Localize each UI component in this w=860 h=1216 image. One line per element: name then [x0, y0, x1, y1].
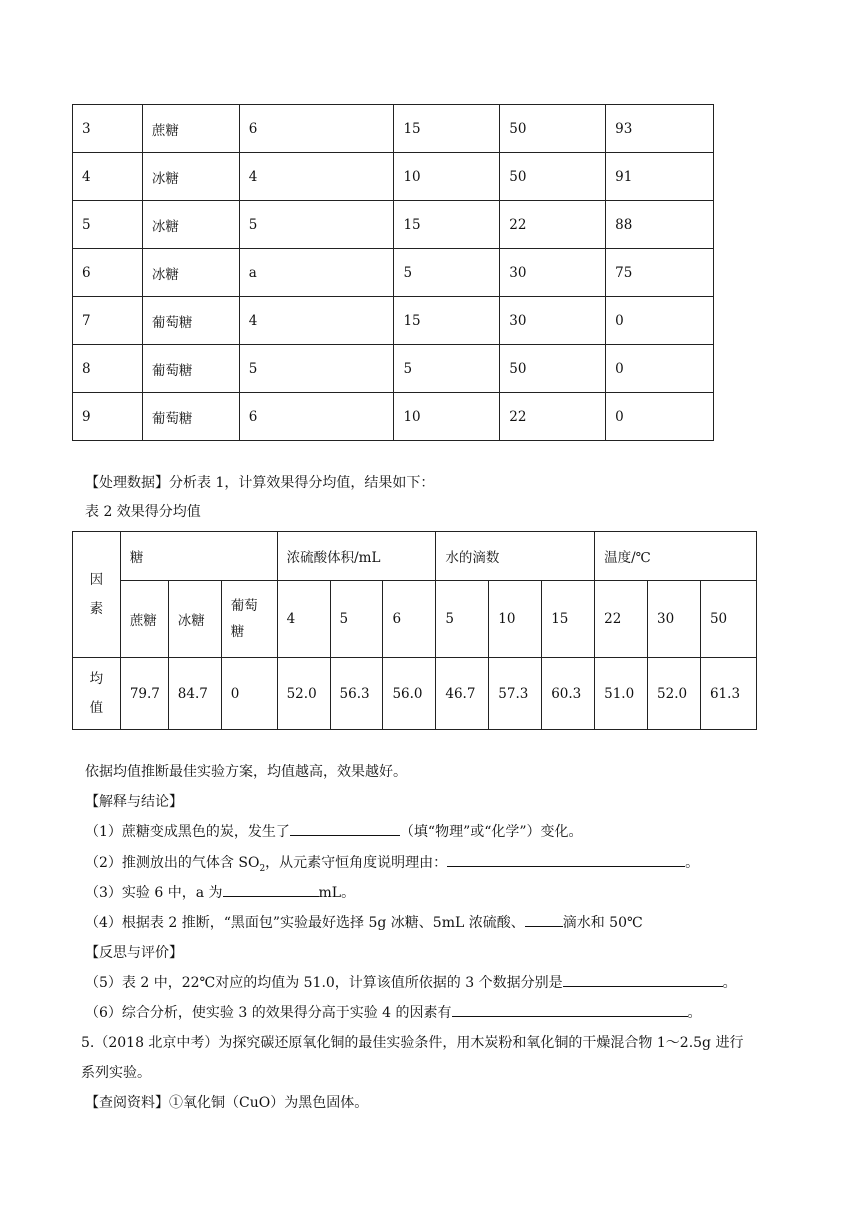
- table-cell: 4: [73, 153, 143, 201]
- table-cell: 15: [394, 201, 500, 249]
- table-cell: 88: [606, 201, 714, 249]
- subheader-cell: [221, 581, 277, 658]
- subheader-cell: 10: [489, 581, 542, 658]
- table-cell: 15: [394, 105, 500, 153]
- mean-cell: 0: [221, 658, 277, 730]
- mean-cell: 56.3: [330, 658, 383, 730]
- group-acid: 浓硫酸体积/mL: [277, 532, 436, 581]
- mean-cell: 57.3: [489, 658, 542, 730]
- table-cell: 5: [73, 201, 143, 249]
- subheader-cell: 22: [595, 581, 648, 658]
- table-cell: 5: [394, 249, 500, 297]
- answer-blank[interactable]: [563, 972, 723, 987]
- table-cell: 葡萄糖: [142, 297, 239, 345]
- subheader-cell: 4: [277, 581, 330, 658]
- subheader-text: 葡萄糖: [230, 598, 258, 640]
- problem-5-line2: 系列实验。: [81, 1065, 151, 1081]
- table-cell: 15: [394, 297, 500, 345]
- answer-blank[interactable]: [452, 1002, 688, 1017]
- table-cell: 冰糖: [142, 153, 239, 201]
- section-conclusion: 【解释与结论】: [85, 794, 183, 810]
- subheader-cell: 5: [436, 581, 489, 658]
- table-cell: 5: [394, 345, 500, 393]
- mean-cell: 84.7: [168, 658, 221, 730]
- factor-header: 因素: [73, 532, 121, 658]
- answer-blank[interactable]: [223, 882, 319, 897]
- mean-cell: 46.7: [436, 658, 489, 730]
- subheader-cell: 5: [330, 581, 383, 658]
- answer-blank[interactable]: [525, 912, 563, 927]
- table-row: [73, 345, 714, 393]
- mean-cell: 61.3: [700, 658, 756, 730]
- table-cell: 50: [500, 105, 606, 153]
- table-cell: 50: [500, 345, 606, 393]
- mean-cell: 51.0: [595, 658, 648, 730]
- mean-header: 均值: [73, 658, 121, 730]
- mean-cell: 52.0: [648, 658, 701, 730]
- table-cell: 5: [239, 201, 394, 249]
- question-5: （5）表 2 中，22℃对应的均值为 51.0，计算该值所依据的 3 个数据分别是 。: [85, 972, 737, 992]
- experiment-table: [72, 104, 714, 441]
- subheader-cell: 30: [648, 581, 701, 658]
- group-sugar: 糖: [120, 532, 277, 581]
- question-1: （1）蔗糖变成黑色的炭，发生了 （填“物理”或“化学”）变化。: [85, 821, 583, 841]
- table-cell: 5: [239, 345, 394, 393]
- subheader-cell: 冰糖: [168, 581, 221, 658]
- table-cell: 0: [606, 393, 714, 441]
- table-cell: 75: [606, 249, 714, 297]
- table-cell: 0: [606, 297, 714, 345]
- table-cell: 3: [73, 105, 143, 153]
- table-row: [73, 393, 714, 441]
- mean-table: [72, 531, 757, 730]
- table-cell: 冰糖: [142, 201, 239, 249]
- table-cell: 10: [394, 393, 500, 441]
- group-water: 水的滴数: [436, 532, 595, 581]
- table-cell: 6: [73, 249, 143, 297]
- table-cell: 22: [500, 201, 606, 249]
- subheader-cell: 蔗糖: [120, 581, 168, 658]
- table-row: [73, 105, 714, 153]
- subheader-cell: 15: [542, 581, 595, 658]
- question-2: （2）推测放出的气体含 $SO_2$，从元素守恒角度说明理由： 。: [85, 852, 699, 874]
- infer-line: 依据均值推断最佳实验方案，均值越高，效果越好。: [85, 764, 407, 780]
- table2-caption: 表 2 效果得分均值: [85, 504, 201, 520]
- table-cell: 冰糖: [142, 249, 239, 297]
- table-cell: 10: [394, 153, 500, 201]
- table-row: [73, 249, 714, 297]
- table-cell: 0: [606, 345, 714, 393]
- question-3: （3）实验 6 中，a 为 mL。: [85, 882, 355, 902]
- table-cell: 91: [606, 153, 714, 201]
- table-cell: 9: [73, 393, 143, 441]
- table-row: [73, 297, 714, 345]
- table-cell: 30: [500, 249, 606, 297]
- table-cell: a: [239, 249, 394, 297]
- table-cell: 4: [239, 297, 394, 345]
- table-row: [73, 201, 714, 249]
- mean-cell: 52.0: [277, 658, 330, 730]
- table-cell: 葡萄糖: [142, 393, 239, 441]
- intro-line: 【处理数据】分析表 1，计算效果得分均值，结果如下：: [85, 475, 435, 491]
- question-4: （4）根据表 2 推断，“黑面包”实验最好选择 5g 冰糖、5mL 浓硫酸、 滴水和 50℃: [85, 912, 643, 932]
- table-cell: 8: [73, 345, 143, 393]
- table-cell: 22: [500, 393, 606, 441]
- subheader-cell: 6: [383, 581, 436, 658]
- table-cell: 4: [239, 153, 394, 201]
- table-cell: 葡萄糖: [142, 345, 239, 393]
- table-cell: 93: [606, 105, 714, 153]
- table-row: [73, 153, 714, 201]
- table-cell: 6: [239, 393, 394, 441]
- group-temp: 温度/℃: [595, 532, 757, 581]
- subheader-cell: 50: [700, 581, 756, 658]
- problem-5-line1: 5.（2018 北京中考）为探究碳还原氧化铜的最佳实验条件，用木炭粉和氧化铜的干燥混合物 1～2.5g 进行: [81, 1035, 744, 1051]
- section-reflection: 【反思与评价】: [85, 945, 183, 961]
- mean-cell: 56.0: [383, 658, 436, 730]
- question-6: （6）综合分析，使实验 3 的效果得分高于实验 4 的因素有 。: [85, 1002, 702, 1022]
- mean-cell: 60.3: [542, 658, 595, 730]
- table-cell: 蔗糖: [142, 105, 239, 153]
- mean-cell: 79.7: [120, 658, 168, 730]
- table-cell: 50: [500, 153, 606, 201]
- table-cell: 7: [73, 297, 143, 345]
- answer-blank[interactable]: [290, 821, 400, 836]
- answer-blank[interactable]: [447, 852, 685, 867]
- table-cell: 6: [239, 105, 394, 153]
- reference-line: 【查阅资料】①氧化铜（CuO）为黑色固体。: [85, 1095, 369, 1111]
- table-cell: 30: [500, 297, 606, 345]
